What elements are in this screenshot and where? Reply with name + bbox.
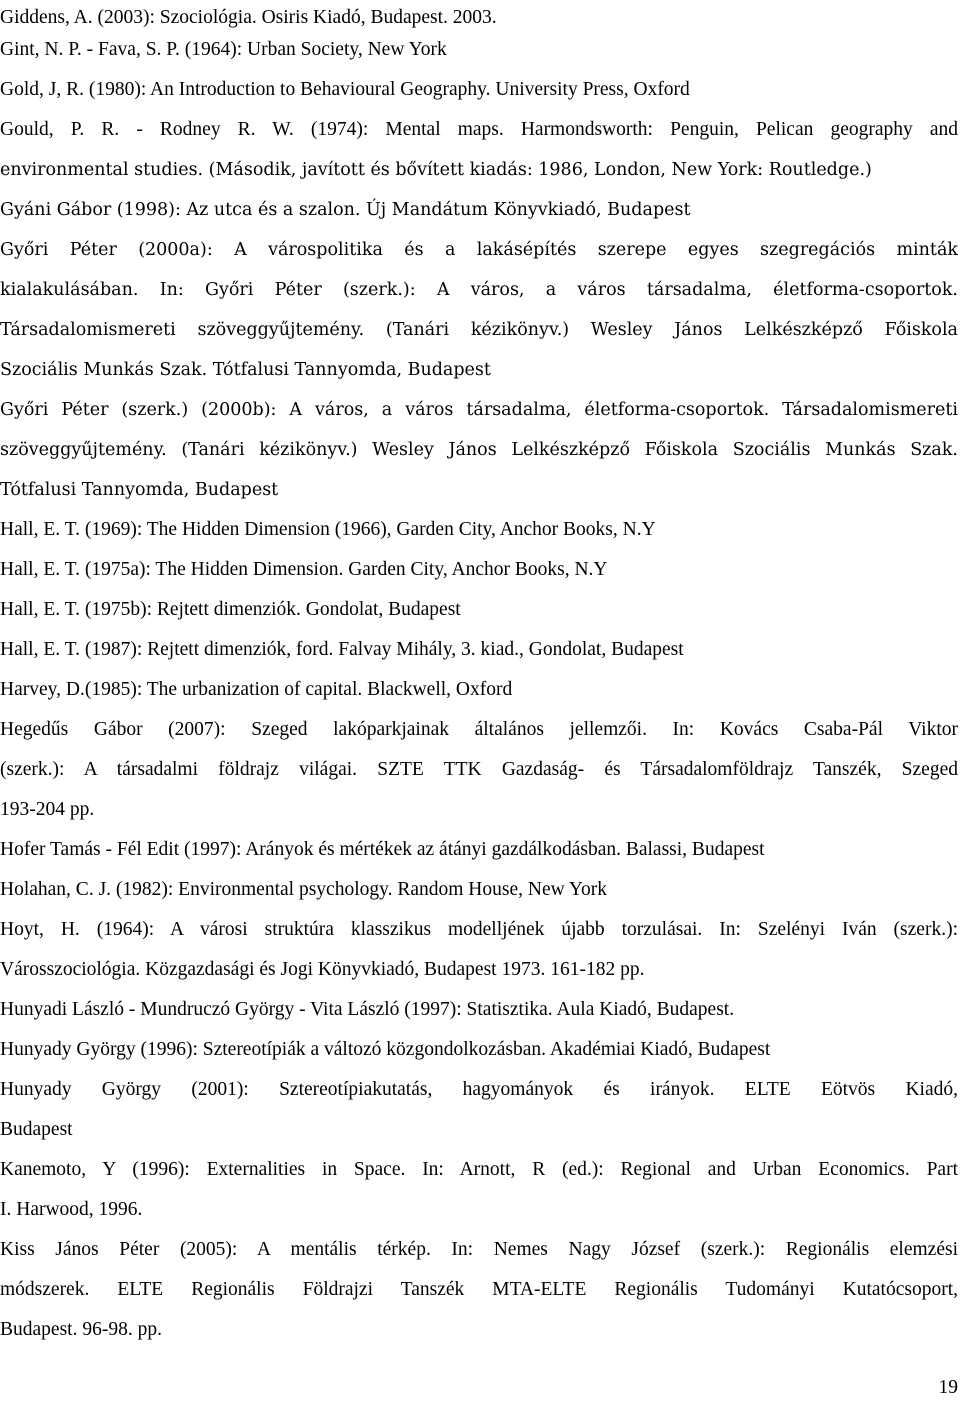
reference-line: Holahan, C. J. (1982): Environmental psychology. Random House, New York bbox=[0, 879, 607, 900]
reference-line: Kiss János Péter (2005): A mentális térkép. In: Nemes Nagy József (szerk.): Regionális elemzési bbox=[0, 1239, 958, 1260]
page-number: 19 bbox=[938, 1377, 958, 1398]
reference-line: Hall, E. T. (1987): Rejtett dimenziók, ford. Falvay Mihály, 3. kiad., Gondolat, Budapest bbox=[0, 639, 684, 660]
reference-line: Kanemoto, Y (1996): Externalities in Space. In: Arnott, R (ed.): Regional and Urban Economics. Part bbox=[0, 1159, 958, 1180]
reference-line: environmental studies. (Második, javított és bővített kiadás: 1986, London, New York: Routledge.) bbox=[0, 160, 872, 180]
reference-line: Gint, N. P. - Fava, S. P. (1964): Urban Society, New York bbox=[0, 39, 447, 60]
reference-line: szöveggyűjtemény. (Tanári kézikönyv.) Wesley János Lelkészképző Főiskola Szociális Munkás Szak. bbox=[0, 440, 958, 460]
reference-line: Giddens, A. (2003): Szociológia. Osiris Kiadó, Budapest. 2003. bbox=[0, 7, 497, 28]
reference-line: Győri Péter (szerk.) (2000b): A város, a város társadalma, életforma-csoportok. Társadalomismereti bbox=[0, 400, 958, 420]
reference-line: Budapest bbox=[0, 1119, 73, 1140]
reference-line: Hall, E. T. (1975a): The Hidden Dimension. Garden City, Anchor Books, N.Y bbox=[0, 559, 608, 580]
reference-line: Hunyady György (2001): Sztereotípiakutatás, hagyományok és irányok. ELTE Eötvös Kiadó, bbox=[0, 1079, 958, 1100]
reference-line: Városszociológia. Közgazdasági és Jogi Könyvkiadó, Budapest 1973. 161-182 pp. bbox=[0, 959, 645, 980]
reference-line: I. Harwood, 1996. bbox=[0, 1199, 143, 1220]
reference-line: Győri Péter (2000a): A várospolitika és a lakásépítés szerepe egyes szegregációs minták bbox=[0, 240, 958, 260]
reference-line: Gould, P. R. - Rodney R. W. (1974): Mental maps. Harmondsworth: Penguin, Pelican geography and bbox=[0, 119, 958, 140]
reference-line: Hegedűs Gábor (2007): Szeged lakóparkjainak általános jellemzői. In: Kovács Csaba-Pál Viktor bbox=[0, 719, 958, 740]
reference-line: Gyáni Gábor (1998): Az utca és a szalon. Új Mandátum Könyvkiadó, Budapest bbox=[0, 200, 691, 220]
reference-line: (szerk.): A társadalmi földrajz világai. SZTE TTK Gazdaság- és Társadalomföldrajz Tanszék, Szeged bbox=[0, 759, 958, 780]
reference-line: Hall, E. T. (1969): The Hidden Dimension (1966), Garden City, Anchor Books, N.Y bbox=[0, 519, 656, 540]
reference-line: Társadalomismereti szöveggyűjtemény. (Tanári kézikönyv.) Wesley János Lelkészképző Főiskola bbox=[0, 320, 958, 340]
reference-line: Hunyady György (1996): Sztereotípiák a változó közgondolkozásban. Akadémiai Kiadó, Budapest bbox=[0, 1039, 771, 1060]
reference-line: Hall, E. T. (1975b): Rejtett dimenziók. Gondolat, Budapest bbox=[0, 599, 461, 620]
reference-line: Tótfalusi Tannyomda, Budapest bbox=[0, 480, 279, 500]
reference-line: Szociális Munkás Szak. Tótfalusi Tannyomda, Budapest bbox=[0, 360, 491, 380]
reference-line: Hoyt, H. (1964): A városi struktúra klasszikus modelljének újabb torzulásai. In: Szelényi Iván (szerk.): bbox=[0, 919, 958, 940]
reference-line: Gold, J, R. (1980): An Introduction to Behavioural Geography. University Press, Oxford bbox=[0, 79, 690, 100]
reference-line: 193-204 pp. bbox=[0, 799, 95, 820]
reference-line: Harvey, D.(1985): The urbanization of capital. Blackwell, Oxford bbox=[0, 679, 513, 700]
reference-line: módszerek. ELTE Regionális Földrajzi Tanszék MTA-ELTE Regionális Tudományi Kutatócsoport, bbox=[0, 1279, 958, 1300]
reference-line: kialakulásában. In: Győri Péter (szerk.): A város, a város társadalma, életforma-csoportok. bbox=[0, 280, 958, 300]
reference-line: Budapest. 96-98. pp. bbox=[0, 1319, 162, 1340]
reference-line: Hunyadi László - Mundruczó György - Vita László (1997): Statisztika. Aula Kiadó, Budapest. bbox=[0, 999, 735, 1020]
reference-line: Hofer Tamás - Fél Edit (1997): Arányok és mértékek az átányi gazdálkodásban. Balassi, Budapest bbox=[0, 839, 765, 860]
